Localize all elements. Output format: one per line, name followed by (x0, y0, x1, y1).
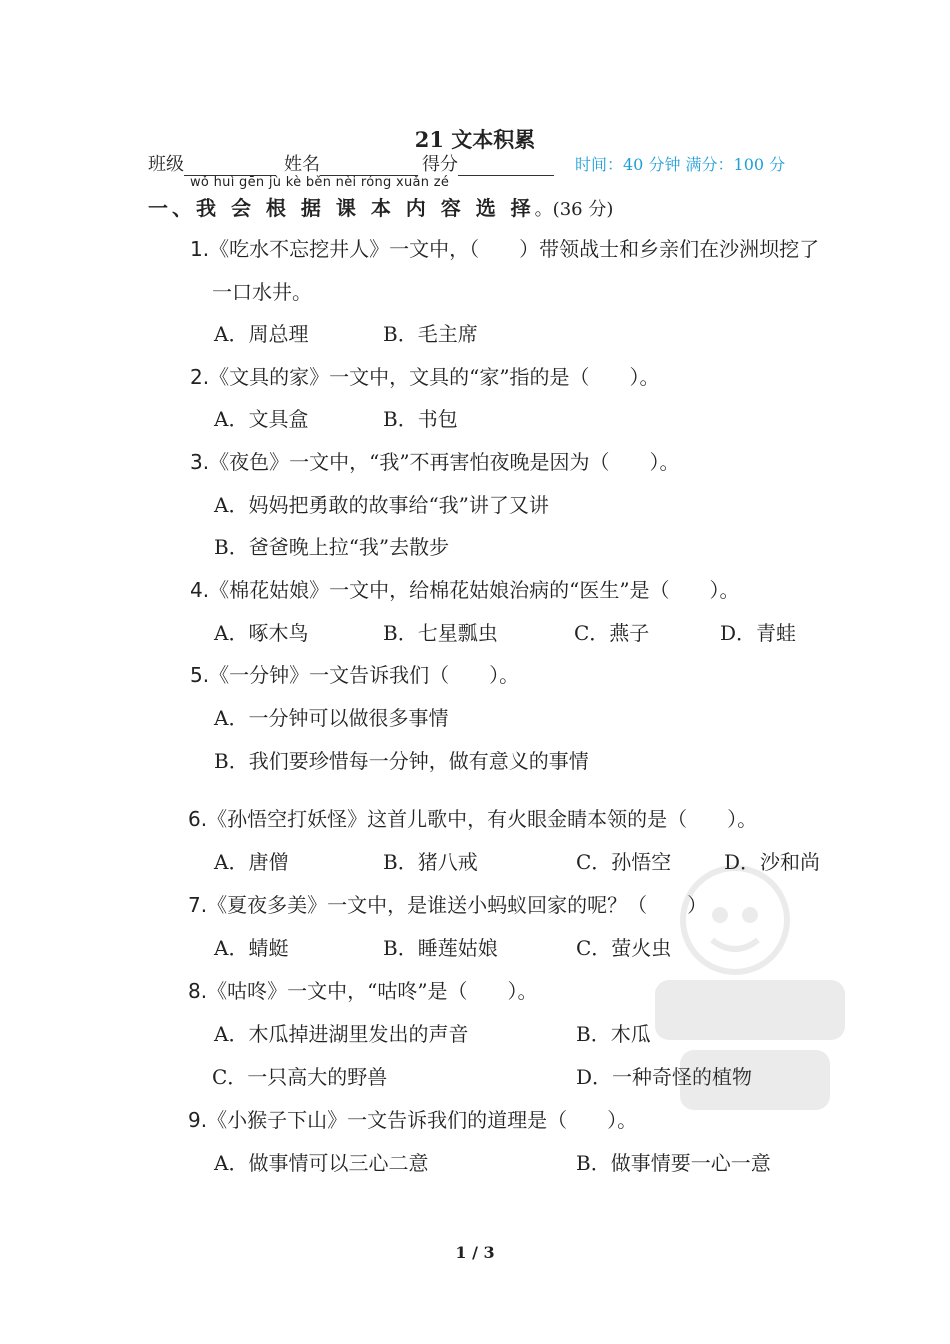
question-text: 《孙悟空打妖怪》这首儿歌中，有火眼金睛本领的是（ ）。 (207, 807, 758, 831)
question-7 (188, 889, 707, 918)
option-6d[interactable]: D．沙和尚 (724, 850, 821, 874)
question-number: 5. (190, 663, 210, 687)
question-text: 《棉花姑娘》一文中，给棉花姑娘治病的“医生”是（ ）。 (209, 578, 740, 602)
question-5 (190, 659, 519, 688)
page-title: 21 文本积累 (414, 127, 536, 152)
option-8b[interactable]: B．木瓜 (576, 1022, 651, 1046)
section-heading (148, 192, 613, 221)
question-number: 4. (190, 578, 210, 602)
question-number: 7. (188, 893, 208, 917)
question-text: 《夏夜多美》一文中，是谁送小蚂蚁回家的呢？（ ） (207, 893, 708, 917)
question-1 (190, 233, 819, 262)
section-title: 一、我 会 根 据 课 本 内 容 选 择 (148, 196, 535, 220)
time-score-meta: 时间：40 分钟 满分：100 分 (575, 155, 786, 174)
class-label: 班级 (148, 154, 184, 175)
question-number: 1. (190, 237, 210, 261)
option-2a[interactable]: A．文具盒 (214, 407, 309, 431)
option-3a[interactable]: A．妈妈把勇敢的故事给“我”讲了又讲 (214, 493, 549, 517)
question-text: 《夜色》一文中，“我”不再害怕夜晚是因为（ ）。 (209, 450, 680, 474)
option-6b[interactable]: B．猪八戒 (383, 850, 478, 874)
question-number: 9. (188, 1108, 208, 1132)
question-6 (188, 803, 757, 832)
class-field (148, 150, 276, 176)
question-number: 8. (188, 979, 208, 1003)
section-points: 。(36 分) (534, 199, 614, 220)
option-4d[interactable]: D．青蛙 (720, 621, 797, 645)
question-text: 《吃水不忘挖井人》一文中，（ ）带领战士和乡亲们在沙洲坝挖了 (209, 237, 820, 261)
option-4b[interactable]: B．七星瓢虫 (383, 621, 498, 645)
option-4c[interactable]: C．燕子 (574, 621, 650, 645)
option-6a[interactable]: A．唐僧 (214, 850, 289, 874)
question-4 (190, 574, 740, 603)
class-blank[interactable] (184, 157, 276, 176)
option-8d[interactable]: D．一种奇怪的植物 (576, 1065, 753, 1089)
question-9 (188, 1104, 637, 1133)
option-5a[interactable]: A．一分钟可以做很多事情 (214, 706, 449, 730)
option-1a[interactable]: A．周总理 (214, 322, 309, 346)
score-blank[interactable] (458, 157, 554, 176)
question-text: 《文具的家》一文中，文具的“家”指的是（ ）。 (209, 365, 660, 389)
option-6c[interactable]: C．孙悟空 (576, 850, 672, 874)
name-field (284, 150, 418, 176)
page-number: 1 / 3 (455, 1243, 495, 1262)
option-4a[interactable]: A．啄木鸟 (214, 621, 309, 645)
option-9b[interactable]: B．做事情要一心一意 (576, 1151, 771, 1175)
option-2b[interactable]: B．书包 (383, 407, 458, 431)
question-1-line2: 一口水井。 (212, 280, 312, 304)
option-7b[interactable]: B．睡莲姑娘 (383, 936, 498, 960)
score-label: 得分 (422, 154, 458, 175)
question-text: 《小猴子下山》一文告诉我们的道理是（ ）。 (207, 1108, 638, 1132)
question-number: 6. (188, 807, 208, 831)
option-5b[interactable]: B．我们要珍惜每一分钟，做有意义的事情 (214, 749, 589, 773)
publisher-watermark-logo (650, 860, 850, 1120)
option-8c[interactable]: C．一只高大的野兽 (212, 1065, 388, 1089)
question-text: 《一分钟》一文告诉我们（ ）。 (209, 663, 520, 687)
question-8 (188, 975, 538, 1004)
option-7a[interactable]: A．蜻蜓 (214, 936, 289, 960)
question-text: 《咕咚》一文中，“咕咚”是（ ）。 (207, 979, 538, 1003)
option-3b[interactable]: B．爸爸晚上拉“我”去散步 (214, 535, 450, 559)
score-field (422, 150, 554, 176)
name-label: 姓名 (284, 154, 320, 175)
name-blank[interactable] (320, 157, 418, 176)
option-9a[interactable]: A．做事情可以三心二意 (214, 1151, 429, 1175)
question-2 (190, 361, 660, 390)
question-3 (190, 446, 680, 475)
question-number: 2. (190, 365, 210, 389)
option-7c[interactable]: C．萤火虫 (576, 936, 672, 960)
option-8a[interactable]: A．木瓜掉进湖里发出的声音 (214, 1022, 469, 1046)
question-number: 3. (190, 450, 210, 474)
section-pinyin: wǒ huì gēn jù kè běn nèi róng xuǎn zé (190, 175, 450, 190)
option-1b[interactable]: B．毛主席 (383, 322, 478, 346)
